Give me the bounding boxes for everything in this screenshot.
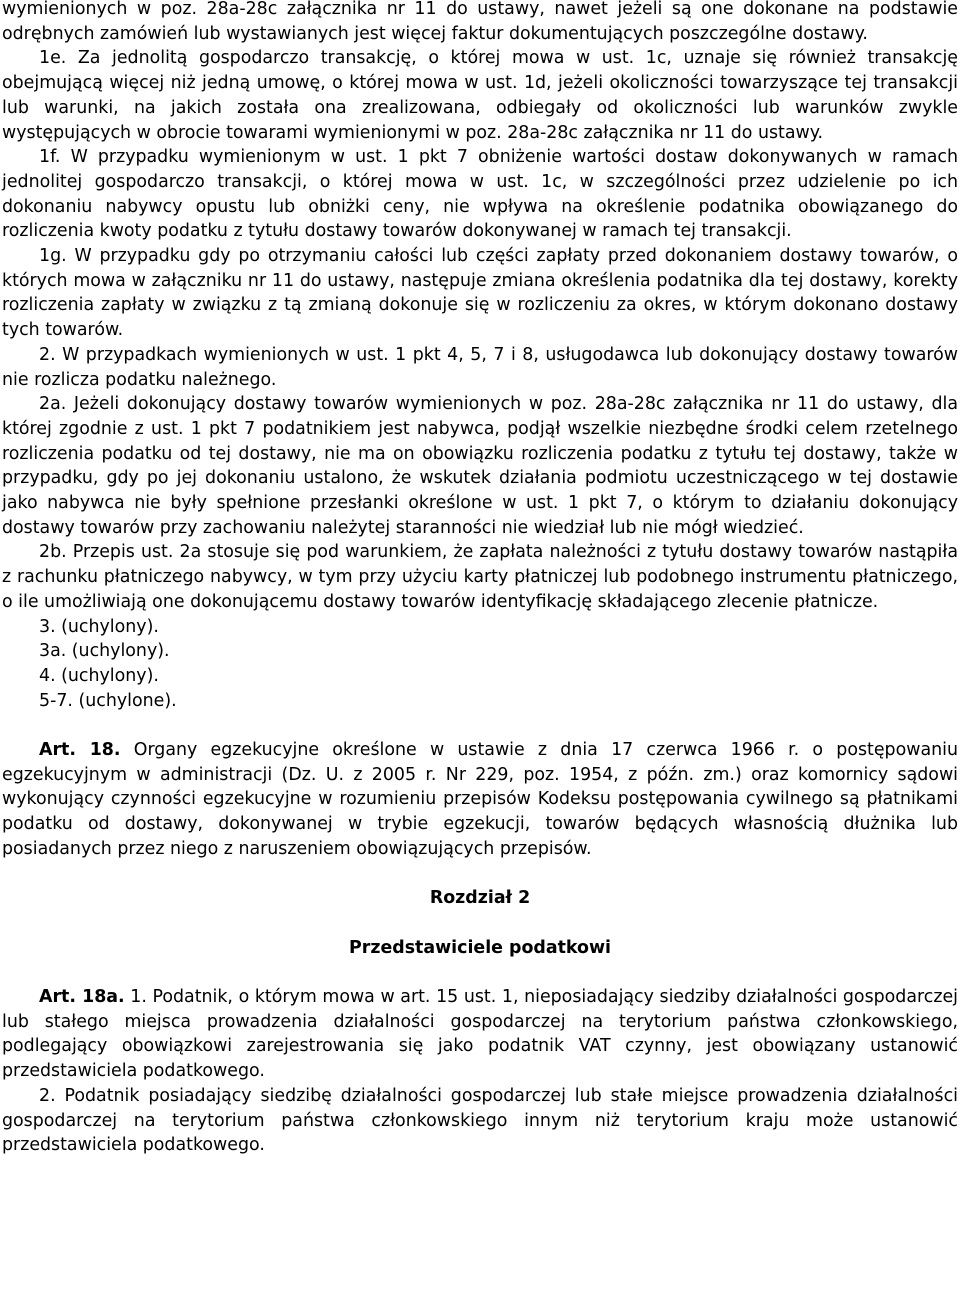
- article-18-label: Art. 18.: [39, 740, 121, 761]
- paragraph-3a: 3a. (uchylony).: [39, 641, 170, 662]
- article-18a: [2, 985, 958, 1084]
- paragraph-1f: 1f. W przypadku wymienionym w ust. 1 pkt 7 obniżenie wartości dostaw dokonywanych w ramach jednolitej gospodarczo transakcji, o której mowa w ust. 1c, w szczególności przez udzielenie po ich dokonaniu nabywcy opustu lub obniżki ceny, nie wpływa na określenie podatnika obowiązanego do rozliczenia kwoty podatku z tytułu dostawy towarów dokonywanej w ramach tej transakcji.: [2, 147, 958, 242]
- paragraph-2b: 2b. Przepis ust. 2a stosuje się pod warunkiem, że zapłata należności z tytułu dostawy towarów nastąpiła z rachunku płatniczego nabywcy, w tym przy użyciu karty płatniczej lub podobnego instrumentu płatniczego, o ile umożliwiają one dokonującemu dostawy towarów identyfikację składającego zlecenie płatnicze.: [2, 542, 958, 612]
- article-18-text: Organy egzekucyjne określone w ustawie z dnia 17 czerwca 1966 r. o postępowaniu egzekucyjnym w administracji (Dz. U. z 2005 r. Nr 229, poz. 1954, z późn. zm.) oraz komornicy sądowi wykonujący czynności egzekucyjne w rozumieniu przepisów Kodeksu postępowania cywilnego są płatnikami podatku od dostawy, dokonywanej w trybie egzekucji, towarów będących własnością dłużnika lub posiadanych przez niego z naruszeniem obowiązujących przepisów.: [2, 740, 958, 859]
- paragraph-3: 3. (uchylony).: [39, 616, 159, 637]
- chapter-heading: Rozdział 2: [429, 888, 531, 909]
- paragraph-2: 2. W przypadkach wymienionych w ust. 1 pkt 4, 5, 7 i 8, usługodawca lub dokonujący dostawy towarów nie rozlicza podatku należnego.: [2, 344, 958, 390]
- paragraph-1e: 1e. Za jednolitą gospodarczo transakcję, o której mowa w ust. 1c, uznaje się również transakcję obejmującą więcej niż jedną umowę, o której mowa w ust. 1d, jeżeli okoliczności towarzyszące tej transakcji lub warunki, na jakich została ona zrealizowana, odbiegały od okoliczności lub warunków zwykle występujących w obrocie towarami wymienionymi w poz. 28a-28c załącznika nr 11 do ustawy.: [2, 48, 958, 143]
- article-18a-label: Art. 18a.: [39, 987, 125, 1008]
- paragraph-2a: 2a. Jeżeli dokonujący dostawy towarów wymienionych w poz. 28a-28c załącznika nr 11 do ustawy, dla której zgodnie z ust. 1 pkt 7 podatnikiem jest nabywca, podjął wszelkie niezbędne środki celem rzetelnego rozliczenia podatku od tej dostawy, nie ma on obowiązku rozliczenia podatku z tytułu tej dostawy, także w przypadku, gdy po jej dokonaniu ustalono, że wskutek działania podmiotu uczestniczącego w tej dostawie jako nabywca nie były spełnione przesłanki określone w ust. 1 pkt 7, o którym to działaniu dokonujący dostawy towarów przy zachowaniu należytej staranności nie wiedział lub nie mógł wiedzieć.: [2, 394, 958, 538]
- article-18a-paragraph-2: 2. Podatnik posiadający siedzibę działalności gospodarczej lub stałe miejsce prowadzenia działalności gospodarczej na terytorium państwa członkowskiego innym niż terytorium kraju może ustanowić przedstawiciela podatkowego.: [2, 1085, 958, 1156]
- paragraph-continuation: wymienionych w poz. 28a-28c załącznika nr 11 do ustawy, nawet jeżeli są one dokonane na podstawie odrębnych zamówień lub wystawianych jest więcej faktur dokumentujących poszczególne dostawy.: [2, 0, 958, 44]
- article-18a-text: 1. Podatnik, o którym mowa w art. 15 ust. 1, nieposiadający siedziby działalności gospodarczej lub stałego miejsca prowadzenia działalności gospodarczej na terytorium państwa członkowskiego, podlegający obowiązkowi zarejestrowania się jako podatnik VAT czynny, jest obowiązany ustanowić przedstawiciela podatkowego.: [2, 987, 958, 1082]
- paragraph-4: 4. (uchylony).: [39, 665, 159, 686]
- paragraph-5-7: 5-7. (uchylone).: [39, 690, 177, 711]
- article-18: [2, 738, 958, 862]
- chapter-title: Przedstawiciele podatkowi: [349, 937, 611, 958]
- paragraph-1g: 1g. W przypadku gdy po otrzymaniu całości lub części zapłaty przed dokonaniem dostawy towarów, o których mowa w załączniku nr 11 do ustawy, następuje zmiana określenia podatnika dla tej dostawy, korekty rozliczenia zapłaty w związku z tą zmianą dokonuje się w rozliczeniu za okres, w którym dokonano dostawy tych towarów.: [2, 246, 958, 341]
